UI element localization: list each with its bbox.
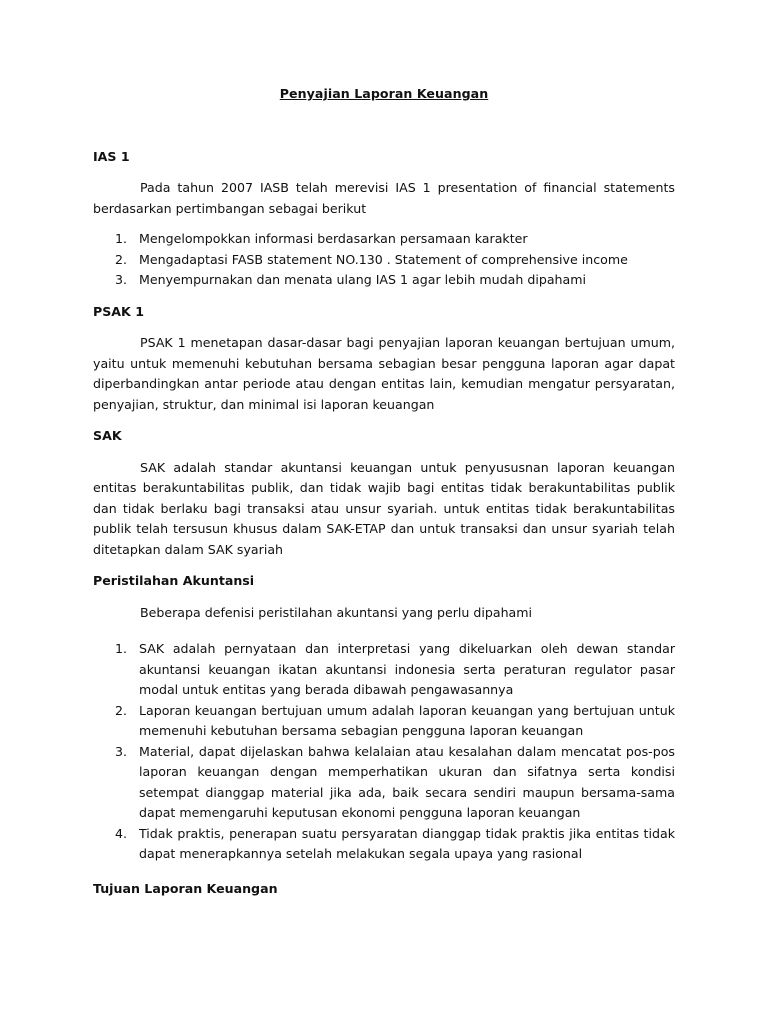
- section-paragraph-ias1: Pada tahun 2007 IASB telah merevisi IAS 1 presentation of financial statements berdasarkan pertimbangan sebagai berikut: [93, 180, 675, 216]
- list-item-text: Laporan keuangan bertujuan umum adalah laporan keuangan yang bertujuan untuk memenuhi kebutuhan bersama sebagian pengguna laporan keuangan: [139, 702, 675, 738]
- list-item-text: Menyempurnakan dan menata ulang IAS 1 agar lebih mudah dipahami: [139, 272, 587, 287]
- list-item: [93, 701, 675, 742]
- section-heading-psak1: PSAK 1: [93, 303, 144, 319]
- list-item: [93, 270, 675, 291]
- list-item-text: Mengadaptasi FASB statement NO.130 . Statement of comprehensive income: [139, 251, 628, 267]
- list-item: [93, 639, 675, 701]
- numbered-list-peristilahan: [93, 639, 675, 865]
- numbered-list-ias1: [93, 229, 675, 291]
- section-heading-ias1: IAS 1: [93, 148, 130, 164]
- section-paragraph-psak1: PSAK 1 menetapan dasar-dasar bagi penyajian laporan keuangan bertujuan umum, yaitu untuk memenuhi kebutuhan bersama sebagian besar pengguna laporan agar dapat diperbandingkan antar periode atau dengan entitas lain, kemudian mengatur persyaratan, penyajian, struktur, dan minimal isi laporan keuangan: [93, 335, 675, 412]
- list-item-text: Material, dapat dijelaskan bahwa kelalaian atau kesalahan dalam mencatat pos-pos laporan keuangan dengan memperhatikan ukuran dan sifatnya serta kondisi setempat dianggap material jika ada, baik secara sendiri maupun bersama-sama dapat memengaruhi keputusan ekonomi pengguna laporan keuangan: [139, 743, 675, 820]
- section-heading-tujuan: Tujuan Laporan Keuangan: [93, 880, 278, 896]
- list-item-number: 1.: [115, 231, 128, 246]
- list-item-number: 2.: [115, 702, 128, 718]
- document-content: [93, 84, 675, 910]
- list-item-number: 4.: [115, 825, 128, 841]
- list-item-number: 3.: [115, 272, 128, 287]
- list-item: [93, 742, 675, 824]
- section-paragraph-peristilahan: Beberapa defenisi peristilahan akuntansi yang perlu dipahami: [140, 604, 533, 620]
- list-item-text: Tidak praktis, penerapan suatu persyaratan dianggap tidak praktis jika entitas tidak dapat menerapkannya setelah melakukan segala upaya yang rasional: [139, 825, 675, 861]
- list-item-number: 3.: [115, 743, 128, 759]
- list-item-text: SAK adalah pernyataan dan interpretasi yang dikeluarkan oleh dewan standar akuntansi keuangan ikatan akuntansi indonesia serta peraturan regulator pasar modal untuk entitas yang berada dibawah pengawasannya: [139, 641, 675, 697]
- list-item: [93, 229, 675, 250]
- document-title: Penyajian Laporan Keuangan: [279, 86, 489, 101]
- list-item: [93, 250, 675, 271]
- list-item-number: 1.: [115, 641, 128, 656]
- section-heading-peristilahan: Peristilahan Akuntansi: [93, 573, 255, 588]
- section-paragraph-sak: SAK adalah standar akuntansi keuangan untuk penyususnan laporan keuangan entitas berakuntabilitas publik, dan tidak wajib bagi entitas tidak berakuntabilitas publik dan tidak berlaku bagi transaksi atau unsur syariah. untuk entitas tidak berakuntabilitas publik telah tersusun khusus dalam SAK-ETAP dan untuk transaksi dan unsur syariah telah ditetapkan dalam SAK syariah: [93, 459, 675, 557]
- section-heading-sak: SAK: [93, 428, 122, 443]
- list-item-text: Mengelompokkan informasi berdasarkan persamaan karakter: [139, 231, 528, 246]
- list-item-number: 2.: [115, 251, 128, 267]
- list-item: [93, 824, 675, 865]
